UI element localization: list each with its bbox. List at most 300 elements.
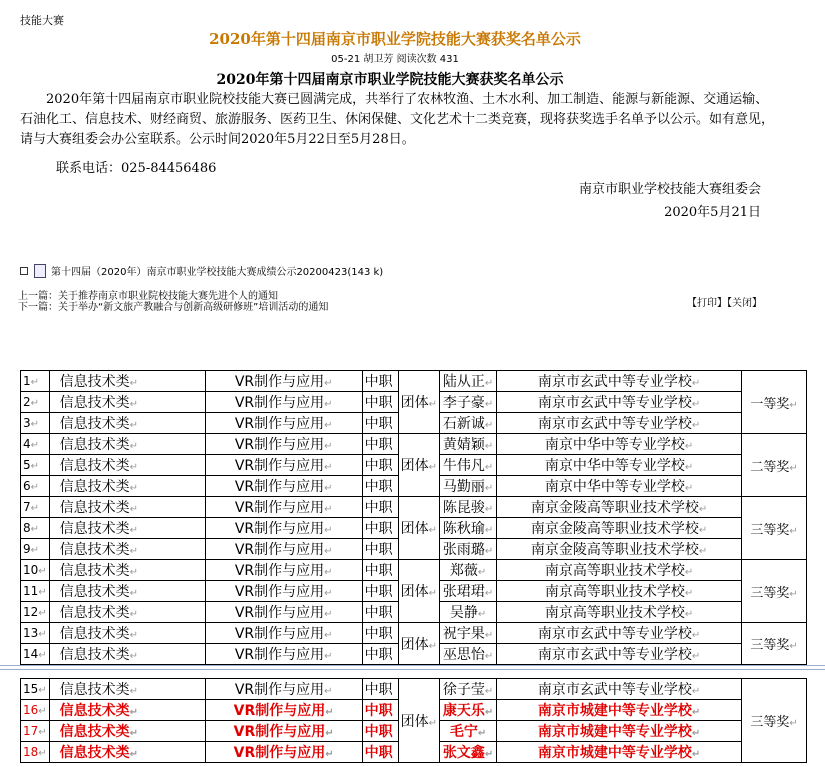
- team-cell-text: 团体: [400, 395, 429, 411]
- category-cell-text: 信息技术类: [59, 584, 130, 600]
- school-cell-text: 南京高等职业技术学校: [544, 584, 685, 600]
- event-cell-text: VR制作与应用: [234, 605, 325, 621]
- event-cell-text: VR制作与应用: [234, 682, 325, 698]
- document-heading: 2020年第十四届南京市职业学院技能大赛获奖名单公示: [216, 72, 564, 88]
- event-cell-text: VR制作与应用: [234, 416, 325, 432]
- award-cell: [742, 623, 807, 665]
- row-number-text: 6: [23, 479, 31, 493]
- event-cell: [205, 413, 362, 434]
- paragraph-mark-icon: ↵: [691, 728, 701, 739]
- paragraph-mark-icon: ↵: [484, 686, 494, 697]
- event-cell: [205, 602, 362, 623]
- event-cell: [205, 371, 362, 392]
- category-cell-text: 信息技术类: [59, 521, 130, 537]
- row-number-text: 4: [23, 437, 31, 451]
- row-number-text: 7: [23, 500, 31, 514]
- paragraph-mark-icon: ↵: [428, 717, 438, 729]
- school-cell-text: 南京市玄武中等专业学校: [537, 626, 692, 642]
- team-cell: [398, 497, 439, 560]
- row-number: [21, 539, 50, 560]
- event-cell-text: VR制作与应用: [234, 563, 325, 579]
- event-cell: [205, 623, 362, 644]
- award-cell-text: 三等奖: [750, 522, 790, 538]
- paragraph-mark-icon: ↵: [324, 686, 333, 697]
- close-button[interactable]: 【关闭】: [727, 298, 762, 309]
- paragraph-mark-icon: ↵: [129, 707, 139, 718]
- award-cell: [742, 434, 807, 497]
- table-row: [21, 434, 807, 455]
- team-cell-text: 团体: [400, 458, 429, 474]
- category-cell: [49, 434, 205, 455]
- category-cell: [49, 413, 205, 434]
- school-cell: [497, 371, 742, 392]
- student-name-cell: [440, 721, 497, 742]
- student-name-cell: [440, 497, 497, 518]
- school-cell-text: 南京高等职业技术学校: [544, 605, 685, 621]
- paragraph-mark-icon: ↵: [484, 378, 494, 389]
- level-cell: [362, 413, 398, 434]
- paragraph-mark-icon: ↵: [684, 462, 694, 473]
- event-cell-text: VR制作与应用: [234, 458, 325, 474]
- event-cell: [205, 644, 362, 665]
- row-number: [21, 476, 50, 497]
- team-cell: [398, 623, 439, 665]
- award-cell: [742, 371, 807, 434]
- results-table-2: [20, 678, 807, 763]
- row-number-text: 13: [23, 626, 39, 640]
- paragraph-mark-icon: ↵: [789, 399, 798, 411]
- student-name-cell: [440, 476, 497, 497]
- row-number: [21, 434, 50, 455]
- event-cell-text: VR制作与应用: [234, 626, 325, 642]
- breadcrumb[interactable]: 技能大赛: [20, 14, 64, 27]
- paragraph-mark-icon: ↵: [691, 686, 701, 697]
- results-table-1: [20, 370, 807, 665]
- row-number: [21, 497, 50, 518]
- event-cell: [205, 721, 362, 742]
- row-number-text: 8: [23, 521, 31, 535]
- paragraph-mark-icon: ↵: [325, 728, 334, 739]
- student-name-cell-text: 康天乐: [442, 703, 485, 719]
- event-cell: [205, 497, 362, 518]
- paragraph-mark-icon: ↵: [684, 483, 694, 494]
- paragraph-mark-icon: ↵: [484, 483, 494, 494]
- level-cell: [362, 497, 398, 518]
- paragraph-mark-icon: ↵: [129, 686, 139, 697]
- level-cell-text: 中职: [364, 647, 393, 663]
- event-cell-text: VR制作与应用: [234, 437, 325, 453]
- school-cell-text: 南京市城建中等专业学校: [537, 724, 692, 740]
- category-cell-text: 信息技术类: [59, 682, 130, 698]
- contact-phone: 联系电话：025-84456486: [56, 161, 217, 176]
- student-name-cell-text: 牛伟凡: [442, 458, 485, 474]
- paragraph-mark-icon: ↵: [684, 588, 694, 599]
- level-cell-text: 中职: [364, 458, 393, 474]
- event-cell-text: VR制作与应用: [234, 521, 325, 537]
- level-cell: [362, 742, 398, 763]
- school-cell-text: 南京市玄武中等专业学校: [537, 416, 692, 432]
- level-cell-text: 中职: [364, 682, 393, 698]
- paragraph-mark-icon: ↵: [691, 399, 701, 410]
- paragraph-mark-icon: ↵: [428, 399, 438, 410]
- category-cell: [49, 560, 205, 581]
- paragraph-mark-icon: ↵: [129, 483, 139, 494]
- event-cell-text: VR制作与应用: [234, 500, 325, 516]
- paragraph-mark-icon: ↵: [484, 525, 494, 536]
- level-cell: [362, 679, 398, 700]
- paragraph-mark-icon: ↵: [38, 685, 47, 696]
- paragraph-mark-icon: ↵: [789, 588, 798, 600]
- team-cell-text: 团体: [400, 584, 429, 600]
- row-number-text: 12: [23, 605, 39, 619]
- event-cell-text: VR制作与应用: [234, 542, 325, 558]
- school-cell: [497, 392, 742, 413]
- paragraph-mark-icon: ↵: [38, 650, 47, 661]
- school-cell-text: 南京金陵高等职业技术学校: [530, 542, 699, 558]
- next-article-link[interactable]: 下一篇：关于举办“新文旅产教融合与创新高级研修班”培训活动的通知: [18, 302, 329, 313]
- student-name-cell-text: 张文鑫: [442, 745, 485, 761]
- level-cell: [362, 581, 398, 602]
- school-cell-text: 南京中华中等专业学校: [544, 479, 685, 495]
- event-cell: [205, 742, 362, 763]
- row-number: [21, 721, 50, 742]
- category-cell: [49, 371, 205, 392]
- category-cell: [49, 455, 205, 476]
- school-cell: [497, 518, 742, 539]
- award-cell-text: 二等奖: [750, 459, 790, 475]
- category-cell-text: 信息技术类: [59, 626, 130, 642]
- paragraph-mark-icon: ↵: [324, 567, 333, 578]
- row-number: [21, 581, 50, 602]
- level-cell-text: 中职: [364, 605, 393, 621]
- student-name-cell-text: 陈昆骏: [442, 500, 485, 516]
- paragraph-mark-icon: ↵: [30, 419, 40, 430]
- paragraph-mark-icon: ↵: [38, 629, 47, 640]
- category-cell: [49, 742, 205, 763]
- paragraph-mark-icon: ↵: [30, 461, 40, 472]
- event-cell: [205, 476, 362, 497]
- level-cell-text: 中职: [364, 416, 393, 432]
- paragraph-mark-icon: ↵: [691, 378, 701, 389]
- level-cell: [362, 602, 398, 623]
- school-cell-text: 南京市玄武中等专业学校: [537, 395, 692, 411]
- row-number-text: 10: [23, 563, 39, 577]
- paragraph-mark-icon: ↵: [428, 588, 438, 599]
- student-name-cell: [440, 644, 497, 665]
- award-cell: [742, 497, 807, 560]
- student-name-cell: [440, 742, 497, 763]
- school-cell-text: 南京中华中等专业学校: [544, 458, 685, 474]
- row-number-text: 14: [23, 647, 39, 661]
- category-cell-text: 信息技术类: [59, 395, 130, 411]
- paragraph-mark-icon: ↵: [324, 525, 333, 536]
- school-cell: [497, 476, 742, 497]
- paragraph-mark-icon: ↵: [484, 462, 494, 473]
- event-cell-text: VR制作与应用: [233, 703, 326, 719]
- event-cell: [205, 560, 362, 581]
- paragraph-mark-icon: ↵: [129, 441, 139, 452]
- school-cell: [497, 413, 742, 434]
- row-number: [21, 742, 50, 763]
- previous-article-link[interactable]: 上一篇：关于推荐南京市职业院校技能大赛先进个人的通知: [18, 291, 278, 302]
- event-cell-text: VR制作与应用: [234, 395, 325, 411]
- paragraph-mark-icon: ↵: [428, 462, 438, 473]
- table-row: [21, 623, 807, 644]
- student-name-cell-text: 徐子莹: [442, 682, 485, 698]
- row-number: [21, 392, 50, 413]
- paragraph-mark-icon: ↵: [477, 609, 487, 620]
- category-cell: [49, 644, 205, 665]
- paragraph-mark-icon: ↵: [325, 707, 334, 718]
- team-cell: [398, 560, 439, 623]
- school-cell: [497, 742, 742, 763]
- student-name-cell: [440, 700, 497, 721]
- row-number-text: 5: [23, 458, 31, 472]
- paragraph-mark-icon: ↵: [484, 749, 494, 760]
- award-cell-text: 一等奖: [750, 396, 790, 412]
- row-number: [21, 644, 50, 665]
- divider: [0, 669, 825, 670]
- team-cell-text: 团体: [400, 713, 429, 730]
- school-cell: [497, 602, 742, 623]
- level-cell: [362, 560, 398, 581]
- level-cell: [362, 434, 398, 455]
- school-cell-text: 南京市玄武中等专业学校: [537, 647, 692, 663]
- level-cell-text: 中职: [364, 745, 393, 761]
- category-cell-text: 信息技术类: [59, 542, 130, 558]
- row-number-text: 2: [23, 395, 31, 409]
- row-number-text: 3: [23, 416, 31, 430]
- paragraph-mark-icon: ↵: [38, 706, 47, 717]
- row-number: [21, 679, 50, 700]
- category-cell-text: 信息技术类: [59, 437, 130, 453]
- event-cell-text: VR制作与应用: [233, 745, 326, 761]
- paragraph-mark-icon: ↵: [698, 504, 708, 515]
- paragraph-mark-icon: ↵: [30, 440, 40, 451]
- award-cell-text: 三等奖: [750, 715, 790, 730]
- paragraph-mark-icon: ↵: [129, 546, 139, 557]
- event-cell-text: VR制作与应用: [234, 647, 325, 663]
- paragraph-mark-icon: ↵: [691, 651, 701, 662]
- category-cell: [49, 539, 205, 560]
- paragraph-mark-icon: ↵: [129, 525, 139, 536]
- student-name-cell-text: 祝宇果: [442, 626, 485, 642]
- student-name-cell-text: 巫思怡: [442, 647, 485, 663]
- attachment-label[interactable]: 第十四届（2020年）南京市职业学校技能大赛成绩公示20200423(143 k): [51, 267, 384, 278]
- paragraph-mark-icon: ↵: [324, 420, 333, 431]
- student-name-cell-text: 黄婧颖: [442, 437, 485, 453]
- level-cell-text: 中职: [364, 563, 393, 579]
- category-cell-text: 信息技术类: [59, 605, 130, 621]
- school-cell: [497, 644, 742, 665]
- paragraph-mark-icon: ↵: [324, 441, 333, 452]
- row-number: [21, 518, 50, 539]
- event-cell-text: VR制作与应用: [233, 724, 326, 740]
- event-cell: [205, 434, 362, 455]
- level-cell: [362, 392, 398, 413]
- category-cell: [49, 392, 205, 413]
- category-cell-text: 信息技术类: [59, 745, 130, 761]
- level-cell: [362, 371, 398, 392]
- paragraph-mark-icon: ↵: [484, 630, 494, 641]
- row-number-text: 11: [23, 584, 39, 598]
- team-cell: [398, 371, 439, 434]
- category-cell: [49, 518, 205, 539]
- team-cell-text: 团体: [400, 521, 429, 537]
- paragraph-mark-icon: ↵: [324, 399, 333, 410]
- student-name-cell-text: 张雨璐: [442, 542, 485, 558]
- event-cell: [205, 392, 362, 413]
- paragraph-mark-icon: ↵: [789, 462, 798, 474]
- category-cell: [49, 602, 205, 623]
- school-cell-text: 南京中华中等专业学校: [544, 437, 685, 453]
- paragraph-mark-icon: ↵: [789, 641, 798, 652]
- paragraph-mark-icon: ↵: [129, 609, 139, 620]
- level-cell-text: 中职: [364, 437, 393, 453]
- level-cell: [362, 539, 398, 560]
- paragraph-mark-icon: ↵: [30, 524, 40, 535]
- category-cell: [49, 497, 205, 518]
- row-number-text: 18: [23, 745, 39, 759]
- event-cell-text: VR制作与应用: [234, 479, 325, 495]
- row-number: [21, 560, 50, 581]
- row-number: [21, 455, 50, 476]
- paragraph-mark-icon: ↵: [324, 462, 333, 473]
- student-name-cell: [440, 518, 497, 539]
- student-name-cell: [440, 539, 497, 560]
- level-cell: [362, 518, 398, 539]
- attachment-link[interactable]: [20, 263, 383, 278]
- paragraph-mark-icon: ↵: [789, 525, 798, 537]
- paragraph-mark-icon: ↵: [129, 462, 139, 473]
- school-cell: [497, 581, 742, 602]
- school-cell-text: 南京高等职业技术学校: [544, 563, 685, 579]
- paragraph-mark-icon: ↵: [484, 707, 494, 718]
- school-cell-text: 南京金陵高等职业技术学校: [530, 521, 699, 537]
- event-cell-text: VR制作与应用: [234, 374, 325, 390]
- level-cell: [362, 476, 398, 497]
- student-name-cell: [440, 455, 497, 476]
- bullet-icon: [20, 267, 28, 275]
- paragraph-mark-icon: ↵: [324, 609, 333, 620]
- paragraph-mark-icon: ↵: [38, 727, 47, 738]
- level-cell-text: 中职: [364, 374, 393, 390]
- paragraph-mark-icon: ↵: [129, 378, 139, 389]
- event-cell: [205, 700, 362, 721]
- student-name-cell: [440, 434, 497, 455]
- level-cell-text: 中职: [364, 584, 393, 600]
- table-row: [21, 371, 807, 392]
- event-cell: [205, 581, 362, 602]
- paragraph-mark-icon: ↵: [324, 504, 333, 515]
- paragraph-mark-icon: ↵: [684, 441, 694, 452]
- category-cell: [49, 700, 205, 721]
- paragraph-mark-icon: ↵: [684, 567, 694, 578]
- event-cell: [205, 518, 362, 539]
- category-cell-text: 信息技术类: [59, 416, 130, 432]
- row-number-text: 16: [23, 703, 39, 717]
- paragraph-mark-icon: ↵: [129, 651, 139, 662]
- row-number: [21, 700, 50, 721]
- paragraph-mark-icon: ↵: [691, 630, 701, 641]
- school-cell-text: 南京市城建中等专业学校: [537, 703, 692, 719]
- paragraph-mark-icon: ↵: [484, 504, 494, 515]
- award-cell: [742, 679, 807, 763]
- paragraph-mark-icon: ↵: [428, 525, 438, 536]
- student-name-cell-text: 陈秋瑜: [442, 521, 485, 537]
- paragraph-mark-icon: ↵: [691, 707, 701, 718]
- paragraph-mark-icon: ↵: [129, 399, 139, 410]
- document-icon: [34, 264, 46, 278]
- school-cell: [497, 560, 742, 581]
- school-cell: [497, 434, 742, 455]
- team-cell: [398, 434, 439, 497]
- level-cell-text: 中职: [364, 500, 393, 516]
- school-cell: [497, 623, 742, 644]
- category-cell-text: 信息技术类: [59, 647, 130, 663]
- paragraph-mark-icon: ↵: [789, 718, 798, 729]
- table-row: [21, 560, 807, 581]
- paragraph-mark-icon: ↵: [477, 728, 487, 739]
- paragraph-mark-icon: ↵: [684, 609, 694, 620]
- student-name-cell-text: 毛宁: [449, 724, 478, 740]
- paragraph-mark-icon: ↵: [484, 441, 494, 452]
- print-button[interactable]: 【打印】: [687, 298, 727, 309]
- event-cell: [205, 455, 362, 476]
- paragraph-mark-icon: ↵: [691, 749, 701, 760]
- category-cell-text: 信息技术类: [59, 703, 130, 719]
- row-number: [21, 623, 50, 644]
- document-body: [20, 90, 780, 150]
- level-cell: [362, 644, 398, 665]
- team-cell-text: 团体: [400, 636, 429, 653]
- level-cell: [362, 455, 398, 476]
- level-cell-text: 中职: [364, 542, 393, 558]
- student-name-cell: [440, 581, 497, 602]
- school-cell: [497, 497, 742, 518]
- student-name-cell-text: 马勤丽: [442, 479, 485, 495]
- paragraph-mark-icon: ↵: [129, 630, 139, 641]
- paragraph-mark-icon: ↵: [30, 377, 40, 388]
- student-name-cell-text: 张珺珺: [442, 584, 485, 600]
- paragraph-mark-icon: ↵: [691, 420, 701, 431]
- paragraph-mark-icon: ↵: [324, 651, 333, 662]
- paragraph-mark-icon: ↵: [324, 378, 333, 389]
- paragraph-mark-icon: ↵: [698, 546, 708, 557]
- school-cell: [497, 455, 742, 476]
- paragraph-mark-icon: ↵: [324, 630, 333, 641]
- paragraph-mark-icon: ↵: [38, 566, 47, 577]
- student-name-cell: [440, 560, 497, 581]
- category-cell: [49, 581, 205, 602]
- school-cell: [497, 679, 742, 700]
- student-name-cell: [440, 679, 497, 700]
- row-number-text: 1: [23, 374, 31, 388]
- category-cell: [49, 623, 205, 644]
- article-actions: [687, 294, 762, 309]
- student-name-cell: [440, 413, 497, 434]
- team-cell: [398, 679, 439, 763]
- level-cell-text: 中职: [364, 521, 393, 537]
- table-row: [21, 497, 807, 518]
- row-number-text: 17: [23, 724, 39, 738]
- paragraph-mark-icon: ↵: [484, 546, 494, 557]
- event-cell-text: VR制作与应用: [234, 584, 325, 600]
- student-name-cell-text: 石新诚: [442, 416, 485, 432]
- event-cell: [205, 679, 362, 700]
- article-meta: 05-21 胡卫芳 阅读次数 431: [331, 54, 459, 65]
- category-cell-text: 信息技术类: [59, 458, 130, 474]
